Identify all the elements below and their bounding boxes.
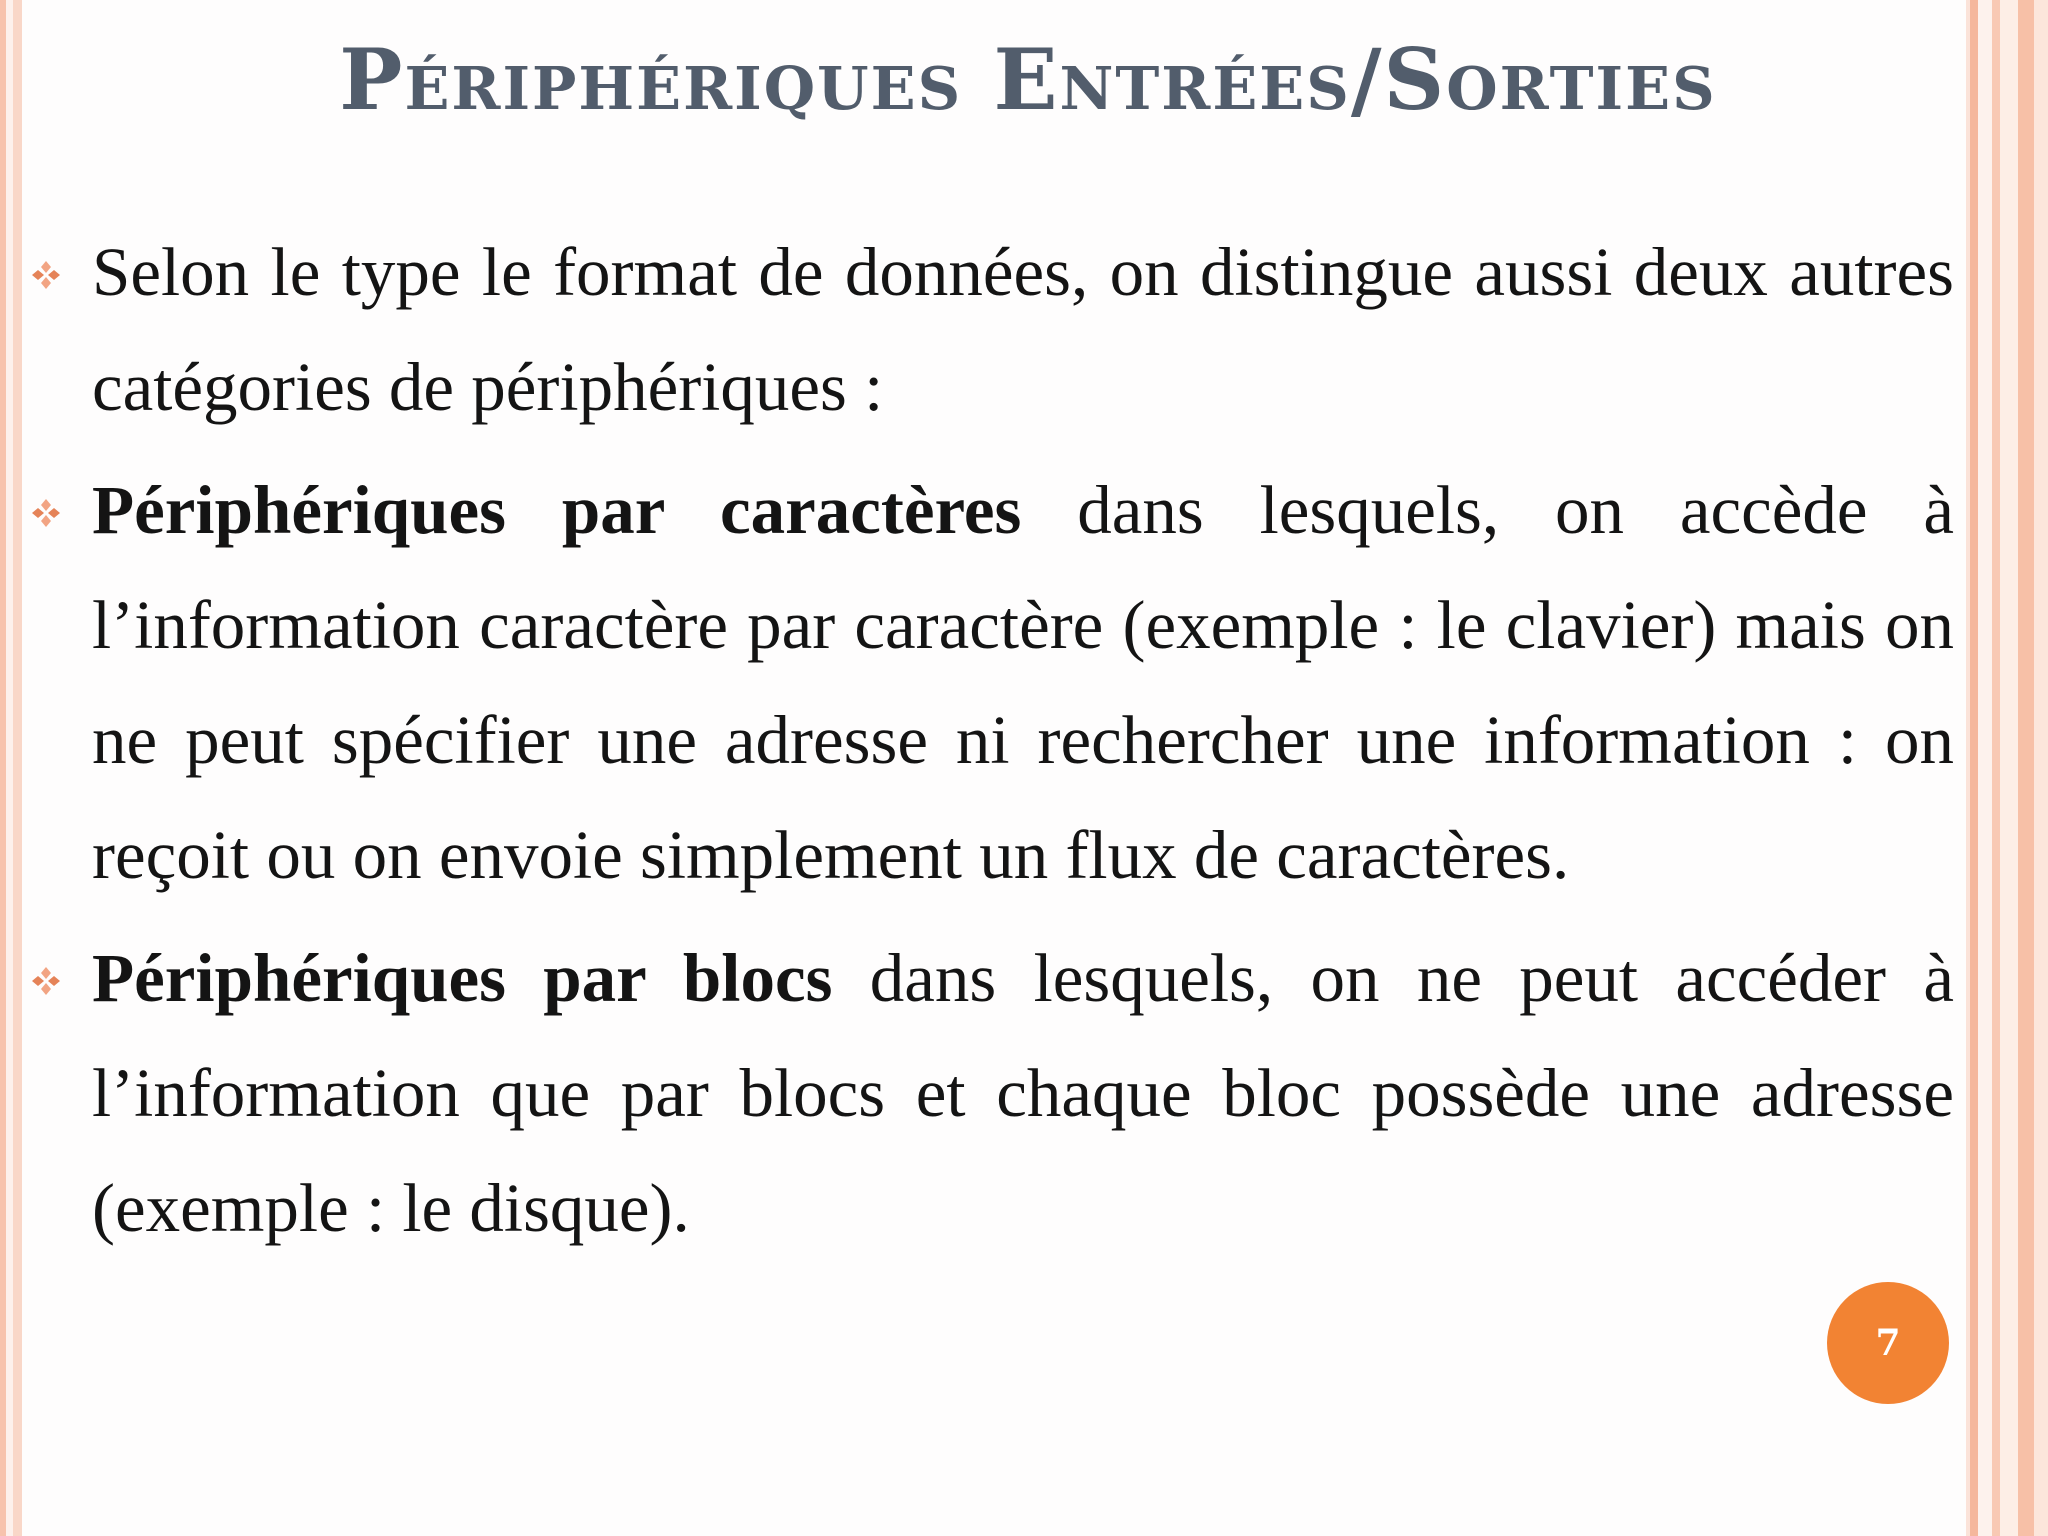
bullet-3-text: dans lesquels, on ne peut accéder à l’information que par blocs et chaque bloc possède une adresse (exemple : le disque). [92, 940, 1954, 1246]
four-diamond-bullet-icon [30, 965, 62, 997]
left-border-decoration [0, 0, 22, 1536]
bullet-1-text: Selon le type le format de données, on distingue aussi deux autres catégories de périphériques : [92, 234, 1954, 425]
bullet-item-3 [30, 921, 1954, 1266]
page-number-badge [1827, 1282, 1949, 1404]
slide-title: Périphériques Entrées/Sorties [339, 30, 1717, 129]
bullet-3-bold: Périphériques par blocs [92, 940, 833, 1016]
bullet-2-text: dans lesquels, on accède à l’information caractère par caractère (exemple : le clavier) mais on ne peut spécifier une adresse ni rechercher une information : on reçoit ou on envoie simplement un flux de caractères. [92, 472, 1955, 893]
four-diamond-bullet-icon [30, 497, 62, 529]
bullet-item-1 [30, 215, 1954, 445]
page-number: 7 [1875, 1322, 1901, 1364]
slide-content [30, 215, 1954, 1274]
bullet-item-2 [30, 453, 1954, 913]
four-diamond-bullet-icon [30, 259, 62, 291]
bullet-2-bold: Périphériques par caractères [92, 472, 1022, 548]
right-border-decoration [1966, 0, 2048, 1536]
